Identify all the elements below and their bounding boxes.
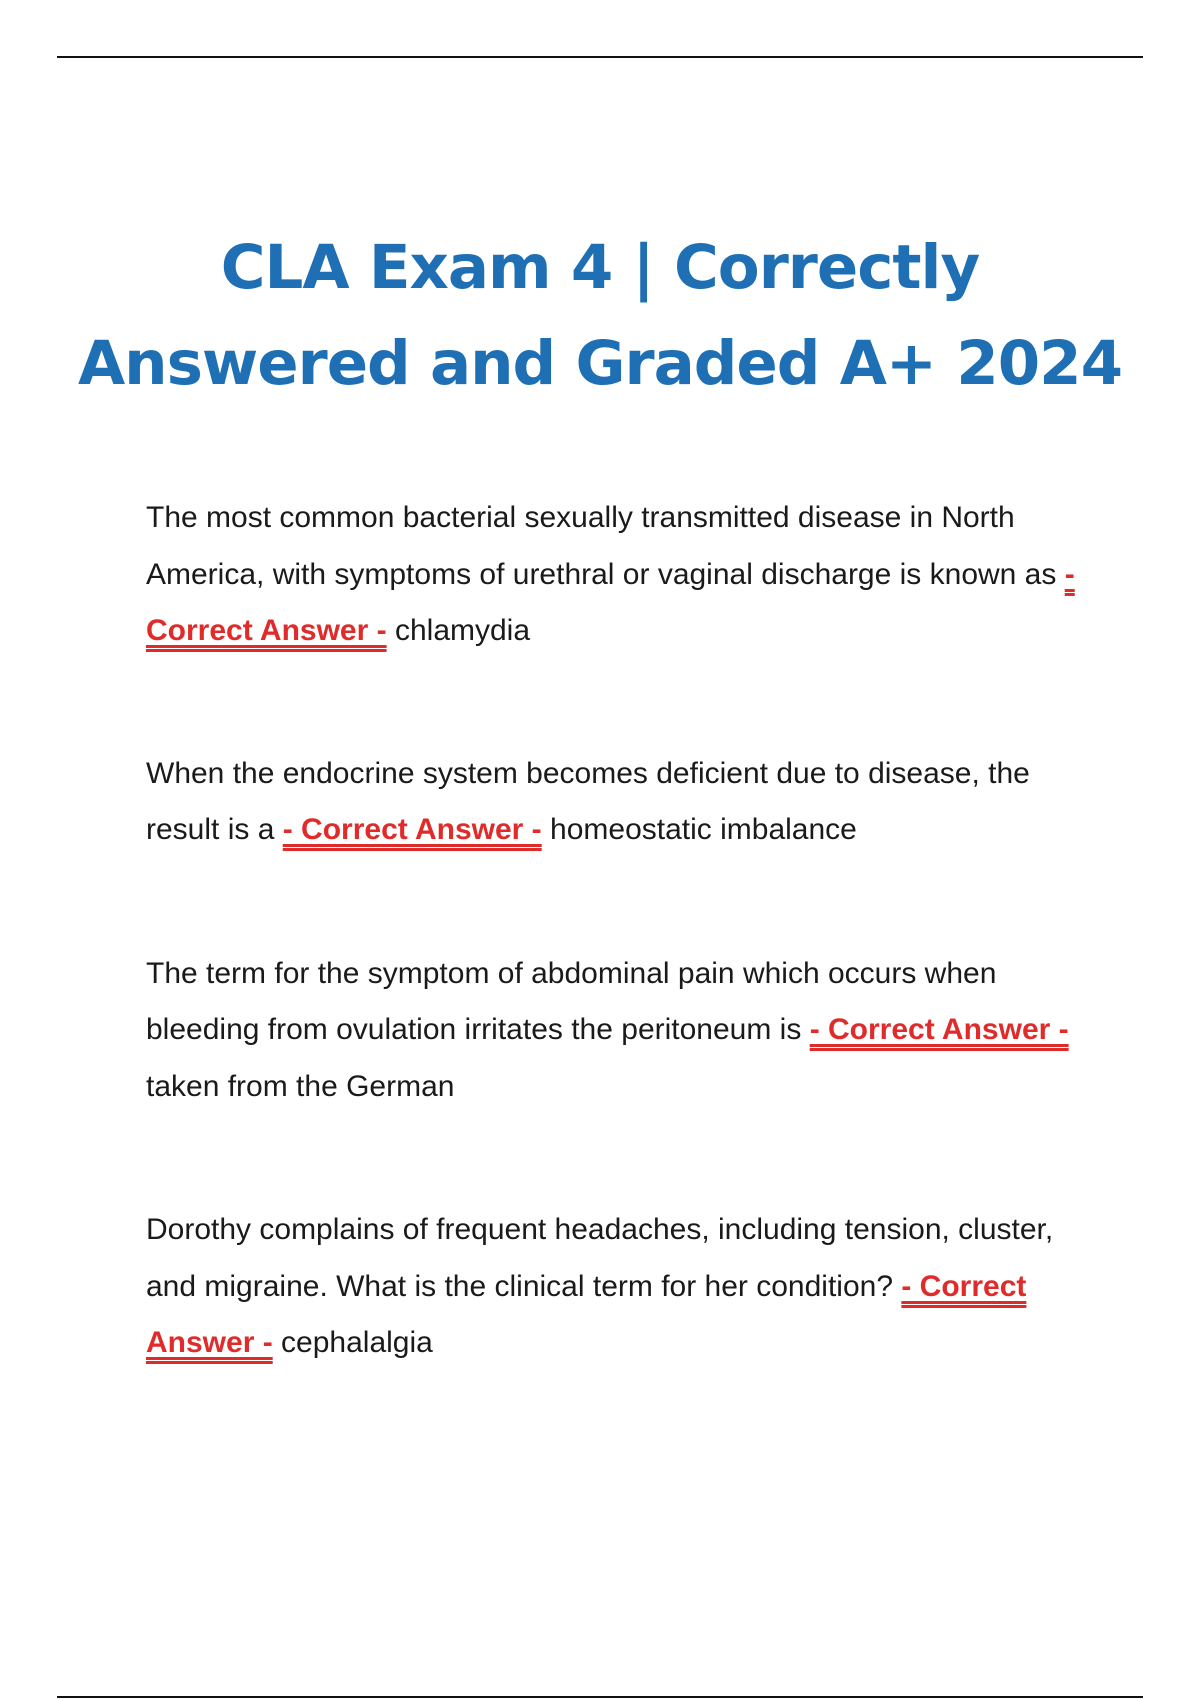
question-list bbox=[146, 490, 1091, 1458]
title-line-1: CLA Exam 4 | Correctly bbox=[220, 232, 980, 303]
question-text: The most common bacterial sexually transmitted disease in North America, with symptoms of urethral or vaginal discharge is known as bbox=[146, 501, 1057, 591]
answer-text: taken from the German bbox=[146, 1069, 455, 1103]
correct-answer-marker: - Correct Answer - bbox=[146, 557, 1075, 647]
answer-text: homeostatic imbalance bbox=[550, 813, 857, 846]
question-text: Dorothy complains of frequent headaches, including tension, cluster, and migraine. What is the clinical term for her condition? bbox=[146, 1213, 1054, 1303]
question-item bbox=[146, 490, 1091, 660]
correct-answer-marker: - Correct Answer - bbox=[809, 1013, 1069, 1046]
document-title bbox=[60, 220, 1140, 412]
question-text: The term for the symptom of abdominal pain which occurs when bleeding from ovulation irritates the peritoneum is bbox=[146, 956, 997, 1046]
correct-answer-marker: - Correct Answer - bbox=[282, 813, 542, 846]
question-item bbox=[146, 946, 1091, 1116]
answer-text: cephalalgia bbox=[281, 1326, 433, 1359]
title-line-2: Answered and Graded A+ 2024 bbox=[77, 328, 1123, 399]
bottom-rule bbox=[57, 1696, 1143, 1698]
question-text: When the endocrine system becomes deficient due to disease, the result is a bbox=[146, 756, 1030, 846]
question-item bbox=[146, 1202, 1091, 1372]
top-rule bbox=[57, 56, 1143, 58]
question-item bbox=[146, 746, 1091, 859]
answer-text: chlamydia bbox=[394, 614, 531, 647]
correct-answer-marker: - Correct Answer - bbox=[146, 1269, 1027, 1359]
